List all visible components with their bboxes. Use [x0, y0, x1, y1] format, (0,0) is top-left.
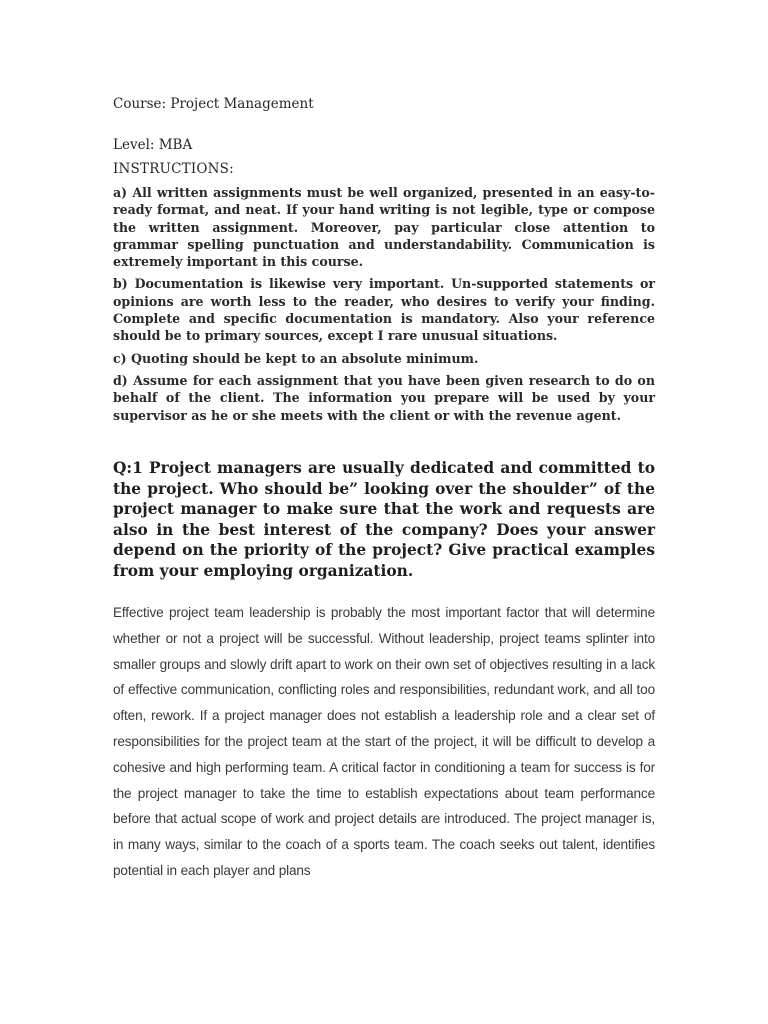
question-1: Q:1 Project managers are usually dedicated and committed to the project. Who should be” looking over the shoulder” of the project manager to make sure that the work and requests are also in the best interest of the company? Does your answer depend on the priority of the project? Give practical examples from your employing organization. [113, 459, 655, 580]
instruction-item-c: c) Quoting should be kept to an absolute minimum. [113, 350, 479, 366]
instructions-list [113, 184, 655, 428]
answer-paragraph: Effective project team leadership is probably the most important factor that will determine whether or not a project will be successful. Without leadership, project teams splinter into smaller groups and slowly drift apart to work on their own set of objectives resulting in a lack of effective communication, conflicting roles and responsibilities, redundant work, and all too often, rework. If a project manager does not establish a leadership role and a clear set of responsibilities for the project team at the start of the project, it will be difficult to develop a cohesive and high performing team. A critical factor in conditioning a team for success is for the project manager to take the time to establish expectations about team performance before that actual scope of work and project details are introduced. The project manager is, in many ways, similar to the coach of a sports team. The coach seeks out talent, identifies potential in each player and plans [113, 605, 655, 878]
course-line: Course: Project Management [113, 96, 314, 112]
instructions-heading: INSTRUCTIONS: [113, 161, 234, 177]
instruction-item-a: a) All written assignments must be well organized, presented in an easy-to-ready format, and neat. If your hand writing is not legible, type or compose the written assignment. Moreover, pay particular close attention to grammar spelling punctuation and understandability. Communication is extremely important in this course. [113, 185, 655, 270]
level-line: Level: MBA [113, 137, 193, 153]
instruction-item-b: b) Documentation is likewise very important. Un-supported statements or opinions are worth less to the reader, who desires to verify your finding. Complete and specific documentation is mandatory. Also your reference should be to primary sources, except I rare unusual situations. [113, 276, 655, 344]
instruction-item-d: d) Assume for each assignment that you have been given research to do on behalf of the client. The information you prepare will be used by your supervisor as he or she meets with the client or with the revenue agent. [113, 372, 655, 423]
